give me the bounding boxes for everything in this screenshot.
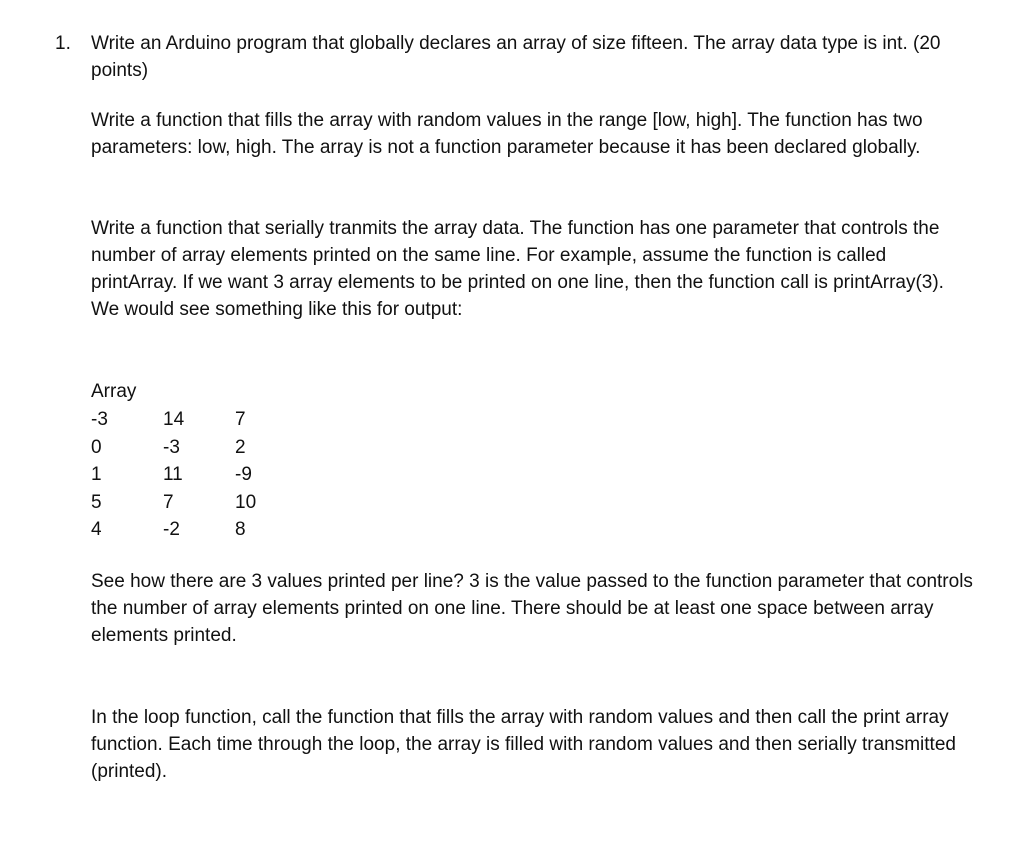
array-value-cell: 0: [91, 436, 102, 458]
array-value-cell: -9: [235, 464, 252, 485]
array-value-cell: 1: [91, 464, 102, 485]
example-output-title: Array: [91, 381, 137, 402]
loop-note-paragraph: In the loop function, call the function that fills the array with random values and then call the print array function. Each time through the loop, the array is filled with random values and then serially transmitted (printed).: [91, 707, 956, 782]
example-output-grid: [91, 406, 295, 544]
fill-function-paragraph: Write a function that fills the array with random values in the range [low, high]. The function has two parameters: low, high. The array is not a function parameter because it has been declared globally.: [91, 110, 923, 158]
question-number: 1.: [55, 33, 71, 54]
array-value-cell: 10: [235, 491, 257, 513]
array-value-cell: 14: [163, 409, 185, 430]
array-value-cell: -3: [163, 436, 180, 458]
array-value-cell: 8: [235, 519, 246, 540]
question-intro-paragraph: Write an Arduino program that globally declares an array of size fifteen. The array data type is int. (20 points): [91, 33, 941, 81]
see-note-paragraph: See how there are 3 values printed per line? 3 is the value passed to the function parameter that controls the number of array elements printed on one line. There should be at least one space between array elements printed.: [91, 571, 973, 646]
print-function-paragraph: Write a function that serially tranmits the array data. The function has one parameter that controls the number of array elements printed on the same line. For example, assume the function is called printArray. If we want 3 array elements to be printed on one line, then the function call is printArray(3). We would see something like this for output:: [91, 218, 944, 320]
array-value-cell: 2: [235, 436, 246, 458]
array-value-cell: 5: [91, 491, 102, 513]
array-value-cell: 11: [163, 464, 183, 485]
array-value-cell: -2: [163, 519, 180, 540]
array-value-cell: 7: [163, 491, 174, 513]
array-value-cell: 7: [235, 409, 246, 430]
array-value-cell: -3: [91, 409, 108, 430]
array-value-cell: 4: [91, 519, 102, 540]
